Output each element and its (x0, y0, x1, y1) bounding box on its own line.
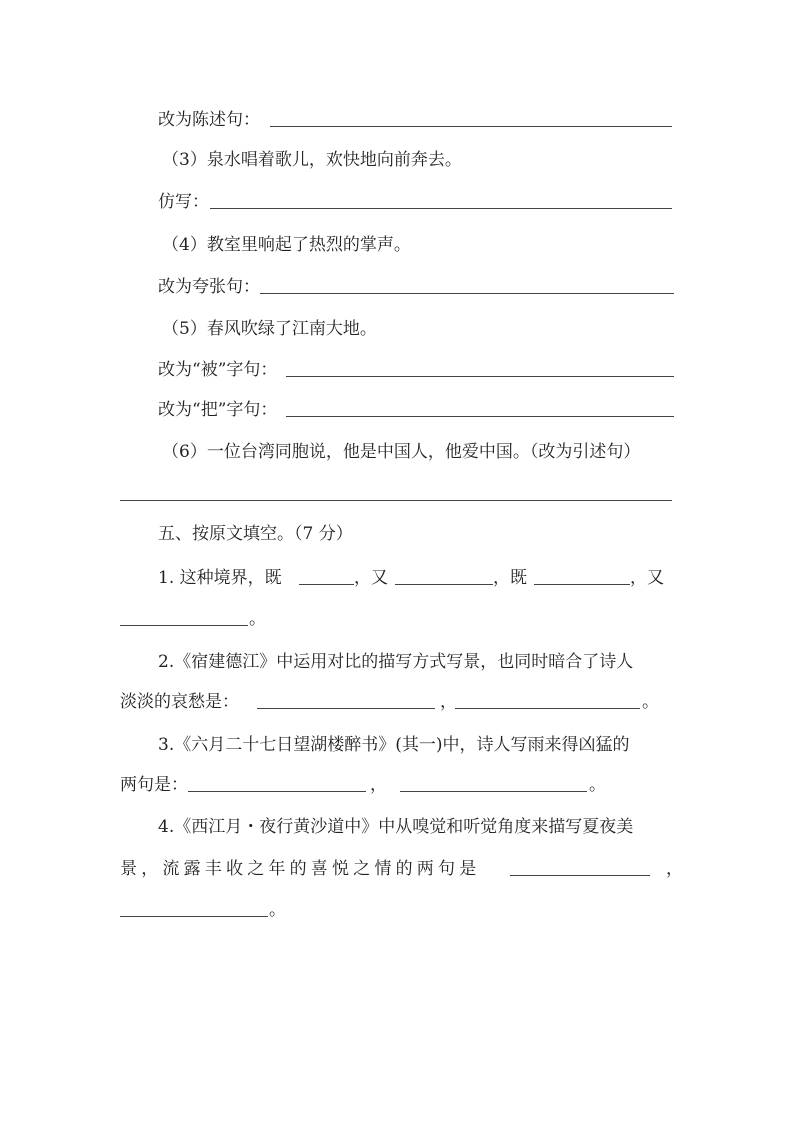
q2-line-2-text: 淡淡的哀愁是： (120, 692, 239, 712)
q2-blank-1[interactable] (257, 708, 435, 709)
q3-separator: ， (370, 775, 387, 795)
q2-separator: ， (440, 692, 457, 712)
q1-text-end: 。 (249, 609, 266, 629)
exaggeration-label: 改为夸张句： (158, 277, 260, 297)
answer-blank-imitate[interactable] (210, 208, 672, 209)
q1-blank-3[interactable] (534, 584, 630, 585)
imitate-label: 仿写： (158, 192, 209, 212)
question-5-prompt: （5）春风吹绿了江南大地。 (162, 319, 377, 339)
q2-line-1: 2.《宿建德江》中运用对比的描写方式写景，也同时暗合了诗人 (158, 652, 634, 672)
q1-blank-1[interactable] (299, 584, 354, 585)
q1-text-c: ，既 (493, 568, 527, 588)
q1-blank-4[interactable] (120, 625, 248, 626)
declarative-label: 改为陈述句： (158, 110, 260, 130)
q3-blank-1[interactable] (188, 791, 366, 792)
ba-sentence-label: 改为“把”字句： (158, 400, 278, 420)
bei-sentence-label: 改为“被”字句： (158, 360, 278, 380)
q4-line-2-text: 景，流露丰收之年的喜悦之情的两句是 (120, 859, 481, 879)
answer-blank-declarative[interactable] (270, 126, 672, 127)
q4-separator: ， (666, 859, 683, 879)
answer-blank-quote[interactable] (120, 500, 672, 501)
q2-end: 。 (642, 692, 659, 712)
q3-line-1: 3.《六月二十七日望湖楼醉书》(其一)中，诗人写雨来得凶猛的 (158, 735, 630, 755)
q4-end: 。 (269, 900, 286, 920)
answer-blank-ba[interactable] (286, 416, 674, 417)
q4-line-1: 4.《西江月・夜行黄沙道中》中从嗅觉和听觉角度来描写夏夜美 (158, 817, 634, 837)
question-6-prompt: （6）一位台湾同胞说，他是中国人，他爱中国。（改为引述句） (162, 442, 641, 462)
answer-blank-exaggeration[interactable] (260, 293, 674, 294)
q1-blank-2[interactable] (395, 584, 493, 585)
q4-blank-2[interactable] (120, 916, 268, 917)
q1-text-a: 1. 这种境界，既 (158, 568, 282, 588)
q1-text-d: ，又 (630, 568, 664, 588)
q4-blank-1[interactable] (510, 875, 650, 876)
q3-end: 。 (589, 775, 606, 795)
question-3-prompt: （3）泉水唱着歌儿，欢快地向前奔去。 (162, 150, 462, 170)
section-5-heading: 五、按原文填空。（7 分） (158, 524, 353, 544)
question-4-prompt: （4）教室里响起了热烈的掌声。 (162, 235, 411, 255)
q1-text-b: ，又 (354, 568, 388, 588)
answer-blank-bei[interactable] (286, 376, 674, 377)
q2-blank-2[interactable] (455, 708, 640, 709)
q3-blank-2[interactable] (400, 791, 587, 792)
q3-line-2-text: 两句是： (120, 775, 188, 795)
